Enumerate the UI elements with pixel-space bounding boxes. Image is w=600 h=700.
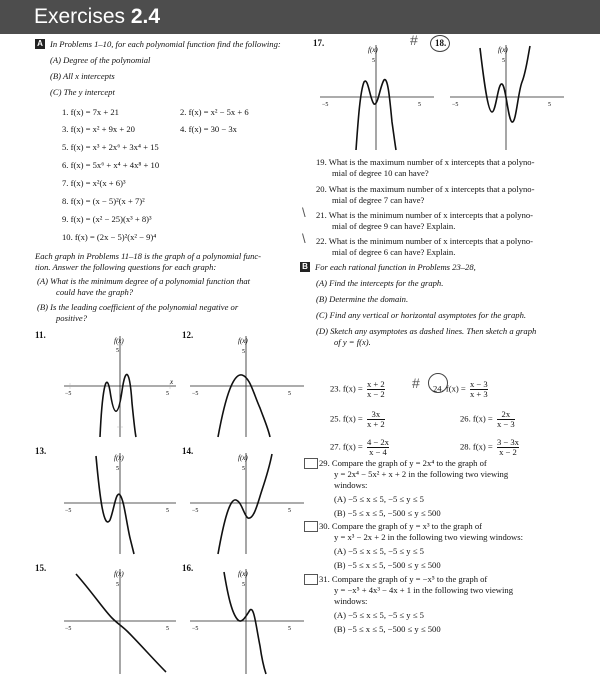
problem-10: 10. f(x) = (2x − 5)²(x² − 9)⁴ xyxy=(62,232,157,242)
axis-label-fx: f(x) xyxy=(498,46,508,54)
tick-label-5-x: 5 xyxy=(166,508,169,514)
tick-label-5-x: 5 xyxy=(288,626,291,632)
question-b-line1: (B) Is the leading coefficient of the polynomial negative or xyxy=(37,302,239,312)
problem-19-line1: 19. What is the maximum number of x intercepts that a polyno- xyxy=(316,157,535,167)
problem-24: 24. f(x) = $\frac{x - 3}{x + 3}$ xyxy=(433,379,488,399)
problem-20-line2: mial of degree 7 can have? xyxy=(332,195,425,205)
problem-5: 5. f(x) = x³ + 2x⁶ + 3x⁴ + 15 xyxy=(62,142,159,152)
question-b-line2: positive? xyxy=(56,313,88,323)
section-b-item-d: (D) Sketch any asymptotes as dashed lines. Then sketch a graph xyxy=(316,326,537,336)
problem-7: 7. f(x) = x²(x + 6)³ xyxy=(62,178,126,188)
problem-6: 6. f(x) = 5x⁶ + x⁴ + 4x⁸ + 10 xyxy=(62,160,160,170)
problem-23: 23. f(x) = $\frac{x + 2}{x - 2}$ xyxy=(330,379,385,399)
section-b-item-d2: of y = f(x). xyxy=(334,337,371,347)
hash-mark-icon: # xyxy=(410,32,418,48)
graph-15-label: 15. xyxy=(35,563,47,573)
calculator-icon xyxy=(304,574,318,585)
section-a-intro: In Problems 1–10, for each polynomial function find the following: xyxy=(50,39,281,49)
graph-17-label: 17. xyxy=(313,38,325,48)
problem-4: 4. f(x) = 30 − 3x xyxy=(180,124,237,134)
tick-label-neg5: −5 xyxy=(322,102,329,108)
axis-label-fx: f(x) xyxy=(114,337,124,345)
problem-25: 25. f(x) = $\frac{3x}{x + 2}$ xyxy=(330,409,385,429)
tick-label-5-x: 5 xyxy=(548,102,551,108)
graph-13 xyxy=(62,450,178,556)
graph-12 xyxy=(188,333,306,439)
problem-2: 2. f(x) = x² − 5x + 6 xyxy=(180,107,249,117)
question-a-line2: could have the graph? xyxy=(56,287,134,297)
tick-label-neg5: −5 xyxy=(452,102,459,108)
tick-label-neg5: −5 xyxy=(192,391,199,397)
tick-label-5: 5 xyxy=(242,466,245,472)
tick-label-5-x: 5 xyxy=(166,391,169,397)
each-graph-line2: tion. Answer the following questions for each graph: xyxy=(35,262,217,272)
tick-label-5-x: 5 xyxy=(166,626,169,632)
problem-21-line2: mial of degree 9 can have? Explain. xyxy=(332,221,456,231)
graph-12-label: 12. xyxy=(182,330,194,340)
graph-11-label: 11. xyxy=(35,330,46,340)
problem-19-line2: mial of degree 10 can have? xyxy=(332,168,429,178)
problem-29-line1: 29. Compare the graph of y = 2x⁴ to the graph of xyxy=(319,458,487,468)
tick-label-5: 5 xyxy=(116,348,119,354)
graph-14 xyxy=(188,450,306,556)
section-b-item-c: (C) Find any vertical or horizontal asymptotes for the graph. xyxy=(316,310,527,320)
problem-22-line2: mial of degree 6 can have? Explain. xyxy=(332,247,456,257)
graph-18-label: 18. xyxy=(435,38,447,48)
problem-30-line1: 30. Compare the graph of y = x³ to the graph of xyxy=(319,521,483,531)
axis-label-x: x xyxy=(170,378,174,386)
tick-label-5: 5 xyxy=(242,582,245,588)
axis-label-fx: f(x) xyxy=(114,454,124,462)
exercises-header xyxy=(0,0,600,34)
tick-label-5: 5 xyxy=(502,58,505,64)
problem-20-line1: 20. What is the maximum number of x intercepts that a polyno- xyxy=(316,184,535,194)
problem-3: 3. f(x) = x² + 9x + 20 xyxy=(62,124,135,134)
axis-label-fx: f(x) xyxy=(238,337,248,345)
graph-13-label: 13. xyxy=(35,446,47,456)
problem-30-b: (B) −5 ≤ x ≤ 5, −500 ≤ y ≤ 500 xyxy=(334,560,441,570)
problem-31-line3: windows: xyxy=(334,596,368,606)
item-y-intercept: (C) The y intercept xyxy=(50,87,115,97)
problem-26: 26. f(x) = $\frac{2x}{x - 3}$ xyxy=(460,409,515,429)
graph-18 xyxy=(448,42,566,152)
item-x-intercepts: (B) All x intercepts xyxy=(50,71,115,81)
item-degree: (A) Degree of the polynomial xyxy=(50,55,151,65)
axis-label-fx: f(x) xyxy=(114,570,124,578)
question-a-line1: (A) What is the minimum degree of a polynomial function that xyxy=(37,276,251,286)
problem-1: 1. f(x) = 7x + 21 xyxy=(62,107,119,117)
tick-label-neg5: −5 xyxy=(65,391,72,397)
section-a-badge: A xyxy=(35,39,45,49)
problem-8: 8. f(x) = (x − 5)²(x + 7)² xyxy=(62,196,145,206)
axis-label-fx: f(x) xyxy=(368,46,378,54)
problem-31-a: (A) −5 ≤ x ≤ 5, −5 ≤ y ≤ 5 xyxy=(334,610,424,620)
tick-label-5: 5 xyxy=(242,349,245,355)
problem-21-line1: 21. What is the minimum number of x intercepts that a polyno- xyxy=(316,210,534,220)
tick-label-neg5: −5 xyxy=(65,626,72,632)
problem-29-line3: windows: xyxy=(334,480,368,490)
graph-16 xyxy=(188,566,306,676)
problem-31-b: (B) −5 ≤ x ≤ 5, −500 ≤ y ≤ 500 xyxy=(334,624,441,634)
section-b-intro: For each rational function in Problems 23–28, xyxy=(315,262,476,272)
problem-27: 27. f(x) = $\frac{4 - 2x}{x - 4}$ xyxy=(330,437,389,457)
tick-label-neg5: −5 xyxy=(192,626,199,632)
problem-22-line1: 22. What is the minimum number of x intercepts that a polyno- xyxy=(316,236,534,246)
tick-label-5: 5 xyxy=(372,58,375,64)
problem-29-b: (B) −5 ≤ x ≤ 5, −500 ≤ y ≤ 500 xyxy=(334,508,441,518)
graph-15 xyxy=(62,566,178,676)
tick-label-5-x: 5 xyxy=(418,102,421,108)
problem-28: 28. f(x) = $\frac{3 - 3x}{x - 2}$ xyxy=(460,437,519,457)
graph-17 xyxy=(318,42,436,152)
graph-14-label: 14. xyxy=(182,446,194,456)
tick-label-5-x: 5 xyxy=(288,508,291,514)
tick-label-5-x: 5 xyxy=(288,391,291,397)
page-title: Exercises 2.4 xyxy=(34,5,161,28)
calculator-icon xyxy=(304,458,318,469)
tick-label-5: 5 xyxy=(116,582,119,588)
calculator-icon xyxy=(304,521,318,532)
tick-label-neg5: −5 xyxy=(192,508,199,514)
problem-31-line2: y = −x⁵ + 4x³ − 4x + 1 in the following two viewing xyxy=(334,585,513,595)
check-mark-icon: \ xyxy=(302,205,306,220)
tick-label-neg5: −5 xyxy=(65,508,72,514)
section-b-item-b: (B) Determine the domain. xyxy=(316,294,409,304)
graph-16-label: 16. xyxy=(182,563,194,573)
check-mark-icon: \ xyxy=(302,231,306,246)
tick-label-5: 5 xyxy=(116,466,119,472)
section-b-item-a: (A) Find the intercepts for the graph. xyxy=(316,278,444,288)
problem-30-a: (A) −5 ≤ x ≤ 5, −5 ≤ y ≤ 5 xyxy=(334,546,424,556)
hash-mark-icon: # xyxy=(412,375,420,391)
problem-30-line2: y = x³ − 2x + 2 in the following two viewing windows: xyxy=(334,532,523,542)
each-graph-line1: Each graph in Problems 11–18 is the graph of a polynomial func- xyxy=(35,251,262,261)
axis-label-fx: f(x) xyxy=(238,570,248,578)
problem-29-a: (A) −5 ≤ x ≤ 5, −5 ≤ y ≤ 5 xyxy=(334,494,424,504)
problem-29-line2: y = 2x⁴ − 5x² + x + 2 in the following two viewing xyxy=(334,469,509,479)
problem-31-line1: 31. Compare the graph of y = −x⁵ to the graph of xyxy=(319,574,488,584)
problem-9: 9. f(x) = (x² − 25)(x³ + 8)³ xyxy=(62,214,152,224)
axis-label-fx: f(x) xyxy=(238,454,248,462)
section-b-badge: B xyxy=(300,262,310,272)
graph-11 xyxy=(62,333,178,439)
